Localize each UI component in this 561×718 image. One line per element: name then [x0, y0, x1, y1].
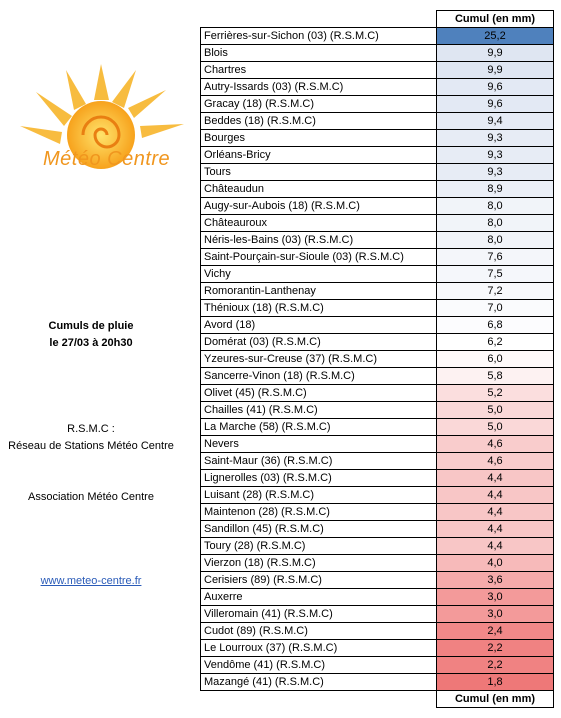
table-row [201, 538, 554, 555]
table-row [201, 266, 554, 283]
table-row [201, 96, 554, 113]
station-name: Chartres [201, 62, 437, 79]
rain-value: 9,6 [437, 96, 554, 113]
station-name: Villeromain (41) (R.S.M.C) [201, 606, 437, 623]
table-header-row [201, 11, 554, 28]
rain-value: 4,0 [437, 555, 554, 572]
table-row [201, 589, 554, 606]
table-row [201, 453, 554, 470]
rain-value: 9,9 [437, 45, 554, 62]
table-row [201, 385, 554, 402]
station-name: Mazangé (41) (R.S.M.C) [201, 674, 437, 691]
rain-value: 9,6 [437, 79, 554, 96]
table-row [201, 674, 554, 691]
rain-value: 5,0 [437, 419, 554, 436]
table-row [201, 79, 554, 96]
rain-value: 7,6 [437, 249, 554, 266]
rain-value: 5,0 [437, 402, 554, 419]
rain-value: 3,6 [437, 572, 554, 589]
rain-value: 4,4 [437, 504, 554, 521]
table-row [201, 300, 554, 317]
table-row [201, 164, 554, 181]
table-row [201, 317, 554, 334]
station-name: Luisant (28) (R.S.M.C) [201, 487, 437, 504]
station-name: Blois [201, 45, 437, 62]
rain-value: 1,8 [437, 674, 554, 691]
rain-value: 25,2 [437, 28, 554, 45]
station-name: Augy-sur-Aubois (18) (R.S.M.C) [201, 198, 437, 215]
column-footer-cumul: Cumul (en mm) [437, 691, 554, 708]
station-name: Sandillon (45) (R.S.M.C) [201, 521, 437, 538]
station-name: Ferrières-sur-Sichon (03) (R.S.M.C) [201, 28, 437, 45]
station-name: Cerisiers (89) (R.S.M.C) [201, 572, 437, 589]
rain-value: 9,3 [437, 147, 554, 164]
station-name: Lignerolles (03) (R.S.M.C) [201, 470, 437, 487]
table-row [201, 521, 554, 538]
rain-value: 6,8 [437, 317, 554, 334]
table-row [201, 572, 554, 589]
rain-value: 9,4 [437, 113, 554, 130]
rsmc-label: R.S.M.C : [67, 423, 115, 435]
website-link[interactable]: www.meteo-centre.fr [40, 575, 142, 587]
table-row [201, 640, 554, 657]
station-name: Beddes (18) (R.S.M.C) [201, 113, 437, 130]
rain-value: 5,8 [437, 368, 554, 385]
station-name: Toury (28) (R.S.M.C) [201, 538, 437, 555]
station-name: Autry-Issards (03) (R.S.M.C) [201, 79, 437, 96]
table-row [201, 623, 554, 640]
rain-value: 9,3 [437, 130, 554, 147]
footer-spacer [201, 691, 437, 708]
station-name: Orléans-Bricy [201, 147, 437, 164]
table-row [201, 232, 554, 249]
rain-value: 8,9 [437, 181, 554, 198]
table-row [201, 283, 554, 300]
table-row [201, 113, 554, 130]
table-row [201, 28, 554, 45]
rain-value: 4,4 [437, 521, 554, 538]
table-row [201, 487, 554, 504]
table-row [201, 436, 554, 453]
table-body [201, 28, 554, 691]
rain-value: 3,0 [437, 589, 554, 606]
station-name: Domérat (03) (R.S.M.C) [201, 334, 437, 351]
station-name: Vendôme (41) (R.S.M.C) [201, 657, 437, 674]
rain-value: 2,2 [437, 657, 554, 674]
station-name: Saint-Maur (36) (R.S.M.C) [201, 453, 437, 470]
table-row [201, 147, 554, 164]
table-row [201, 419, 554, 436]
table-row [201, 334, 554, 351]
rain-value: 8,0 [437, 215, 554, 232]
table-row [201, 606, 554, 623]
rain-value: 5,2 [437, 385, 554, 402]
rain-value: 2,4 [437, 623, 554, 640]
caption-date: le 27/03 à 20h30 [49, 337, 133, 349]
table-footer-row [201, 691, 554, 708]
table-row [201, 351, 554, 368]
station-name: Thénioux (18) (R.S.M.C) [201, 300, 437, 317]
station-name: Néris-les-Bains (03) (R.S.M.C) [201, 232, 437, 249]
rain-value: 9,9 [437, 62, 554, 79]
rain-value: 2,2 [437, 640, 554, 657]
association-name: Association Météo Centre [28, 491, 154, 503]
header-spacer [201, 11, 437, 28]
rain-value: 6,0 [437, 351, 554, 368]
station-name: Sancerre-Vinon (18) (R.S.M.C) [201, 368, 437, 385]
station-name: Romorantin-Lanthenay [201, 283, 437, 300]
station-name: Le Lourroux (37) (R.S.M.C) [201, 640, 437, 657]
station-name: Châteaudun [201, 181, 437, 198]
table-row [201, 181, 554, 198]
rain-value: 4,4 [437, 538, 554, 555]
rain-value: 4,4 [437, 487, 554, 504]
table-row [201, 555, 554, 572]
station-name: Avord (18) [201, 317, 437, 334]
logo-wordmark: Météo Centre [43, 148, 171, 170]
station-name: Bourges [201, 130, 437, 147]
column-header-cumul: Cumul (en mm) [437, 11, 554, 28]
website-link-wrapper [0, 573, 182, 590]
station-name: Nevers [201, 436, 437, 453]
station-name: Gracay (18) (R.S.M.C) [201, 96, 437, 113]
table-row [201, 198, 554, 215]
table-row [201, 130, 554, 147]
rain-value: 3,0 [437, 606, 554, 623]
station-name: Auxerre [201, 589, 437, 606]
station-name: Saint-Pourçain-sur-Sioule (03) (R.S.M.C) [201, 249, 437, 266]
table-row [201, 249, 554, 266]
table-row [201, 470, 554, 487]
rain-value: 7,0 [437, 300, 554, 317]
rain-value: 6,2 [437, 334, 554, 351]
table-row [201, 402, 554, 419]
station-name: Châteauroux [201, 215, 437, 232]
rain-value: 9,3 [437, 164, 554, 181]
table-row [201, 657, 554, 674]
caption-title: Cumuls de pluie [48, 320, 134, 332]
table-row [201, 215, 554, 232]
station-name: Yzeures-sur-Creuse (37) (R.S.M.C) [201, 351, 437, 368]
station-name: Maintenon (28) (R.S.M.C) [201, 504, 437, 521]
rain-value: 7,5 [437, 266, 554, 283]
table-row [201, 45, 554, 62]
rain-value: 4,6 [437, 453, 554, 470]
rsmc-description: Réseau de Stations Météo Centre [8, 440, 174, 452]
station-name: Olivet (45) (R.S.M.C) [201, 385, 437, 402]
rain-value: 8,0 [437, 198, 554, 215]
rainfall-table [200, 10, 554, 708]
table-row [201, 504, 554, 521]
rain-value: 4,4 [437, 470, 554, 487]
rain-value: 8,0 [437, 232, 554, 249]
station-name: La Marche (58) (R.S.M.C) [201, 419, 437, 436]
table-row [201, 62, 554, 79]
table-row [201, 368, 554, 385]
station-name: Chailles (41) (R.S.M.C) [201, 402, 437, 419]
station-name: Vierzon (18) (R.S.M.C) [201, 555, 437, 572]
station-name: Cudot (89) (R.S.M.C) [201, 623, 437, 640]
rain-value: 7,2 [437, 283, 554, 300]
station-name: Tours [201, 164, 437, 181]
station-name: Vichy [201, 266, 437, 283]
rain-value: 4,6 [437, 436, 554, 453]
